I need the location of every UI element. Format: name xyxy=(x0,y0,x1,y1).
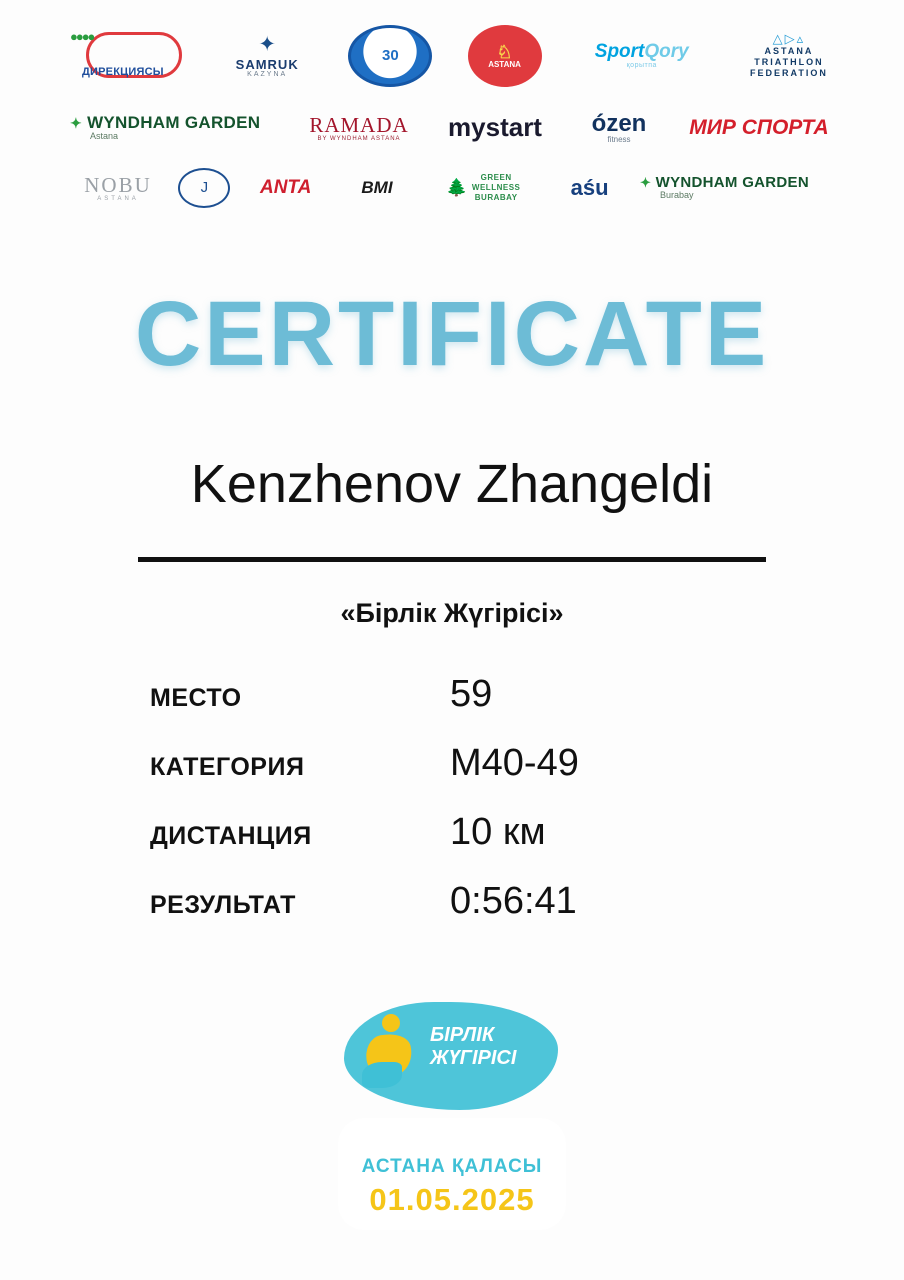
bmi-logo xyxy=(341,171,413,205)
mystart-logo-text: mystart xyxy=(448,112,542,143)
nobu-logo xyxy=(72,169,164,207)
runner-icon xyxy=(360,1014,422,1094)
result-row xyxy=(150,811,754,854)
triangle-icons: △▷▵ xyxy=(772,31,806,47)
mir-sporta-logo xyxy=(684,111,834,145)
green-wellness-burabay-logo xyxy=(427,168,539,208)
joma-logo-text: J xyxy=(200,179,209,197)
result-row xyxy=(150,742,754,785)
certificate-title: CERTIFICATE xyxy=(134,283,770,385)
event-name: «Бірлік Жүгірісі» xyxy=(340,598,564,628)
participant-name: Kenzhenov Zhangeldi xyxy=(190,454,714,514)
sport-qory-logo-subtext: қорытпа xyxy=(626,62,657,70)
leaf-icon: ✦ xyxy=(639,175,652,191)
samruk-bird-icon: ✦ xyxy=(258,32,276,56)
event-emblem xyxy=(302,1002,602,1218)
mystart-logo xyxy=(436,110,554,146)
result-value-time: 0:56:41 xyxy=(450,880,577,922)
emblem-date: 01.05.2025 xyxy=(369,1182,535,1217)
sport-qory-logo xyxy=(577,30,707,82)
wyndham-astana-logo-subtext: Astana xyxy=(90,131,119,142)
wyndham-burabay-logo-subtext: Burabay xyxy=(659,190,694,201)
wyndham-garden-astana-logo xyxy=(70,107,282,149)
astana-logo-text: ASTANA xyxy=(488,59,521,69)
samruk-kazyna-logo xyxy=(221,27,313,85)
mir-sporta-logo-text: МИР СПОРТА xyxy=(689,115,829,139)
ramada-logo-subtext: BY WYNDHAM ASTANA xyxy=(317,135,401,142)
result-value-place: 59 xyxy=(450,673,493,715)
result-value-distance: 10 км xyxy=(450,811,546,853)
sponsor-row-3 xyxy=(48,166,856,210)
asu-logo-text: aśu xyxy=(570,175,609,201)
runners-icon: ●●●● xyxy=(70,29,94,44)
ozen-fitness-logo xyxy=(572,107,666,149)
result-row xyxy=(150,673,754,716)
green-wellness-text: GREEN WELLNESS BURABAY xyxy=(471,173,521,202)
ramada-logo-text: RAMADA xyxy=(309,112,409,137)
emblem-title-line1: БІРЛІК xyxy=(430,1024,495,1046)
emblem-city: АСТАНА ҚАЛАСЫ xyxy=(361,1156,543,1177)
astana-crest-icon: ♘ xyxy=(496,41,513,62)
state-emblem-30-logo xyxy=(348,25,432,87)
atf-line2: TRIATHLON xyxy=(754,57,824,68)
sport-qory-logo-text: SportQory xyxy=(594,41,689,63)
ozen-logo-text: ózen xyxy=(591,110,647,138)
result-label-time: РЕЗУЛЬТАТ xyxy=(150,891,296,919)
runner-leg-shape xyxy=(362,1062,402,1088)
atf-line3: FEDERATION xyxy=(750,68,828,79)
sponsor-row-2 xyxy=(48,104,856,152)
samruk-logo-subtext: KAZYNA xyxy=(247,71,288,79)
direkciyasy-logo-text: ДИРЕКЦИЯСЫ xyxy=(82,66,164,79)
leaf-icon: ✦ xyxy=(70,115,83,132)
ozen-logo-subtext: fitness xyxy=(607,135,631,145)
result-label-category: КАТЕГОРИЯ xyxy=(150,753,305,781)
ramada-logo xyxy=(300,106,418,150)
result-value-category: M40-49 xyxy=(450,742,579,784)
nobu-logo-subtext: ASTANA xyxy=(97,195,139,202)
wyndham-burabay-logo-text: ✦ WYNDHAM GARDEN xyxy=(639,174,809,192)
trees-icon: 🌲 xyxy=(446,178,468,198)
asu-logo xyxy=(554,171,626,205)
joma-logo xyxy=(178,168,230,208)
astana-city-logo xyxy=(468,25,542,87)
samruk-logo-text: SAMRUK xyxy=(235,56,299,72)
sponsor-row-1 xyxy=(48,22,856,90)
result-label-distance: ДИСТАНЦИЯ xyxy=(150,822,312,850)
anta-logo xyxy=(245,171,327,205)
nobu-logo-text: NOBU xyxy=(84,172,152,197)
name-divider xyxy=(138,557,766,562)
emblem-title xyxy=(430,1024,570,1070)
bmi-logo-text: BMI xyxy=(361,178,393,198)
runner-head-shape xyxy=(382,1014,400,1032)
sponsor-logo-area xyxy=(0,0,904,210)
results-table xyxy=(150,673,754,949)
emblem-title-line2: ЖҮГІРІСІ xyxy=(430,1047,517,1069)
wyndham-astana-logo-text: ✦ WYNDHAM GARDEN xyxy=(70,113,261,133)
result-label-place: МЕСТО xyxy=(150,684,242,712)
wyndham-garden-burabay-logo xyxy=(640,168,832,208)
atf-line1: ASTANA xyxy=(764,45,814,56)
result-row xyxy=(150,880,754,923)
direkciyasy-logo xyxy=(68,28,186,84)
anta-logo-text: ANTA xyxy=(259,177,312,199)
anniversary-number: 30 xyxy=(382,47,399,65)
astana-triathlon-federation-logo xyxy=(742,27,836,85)
